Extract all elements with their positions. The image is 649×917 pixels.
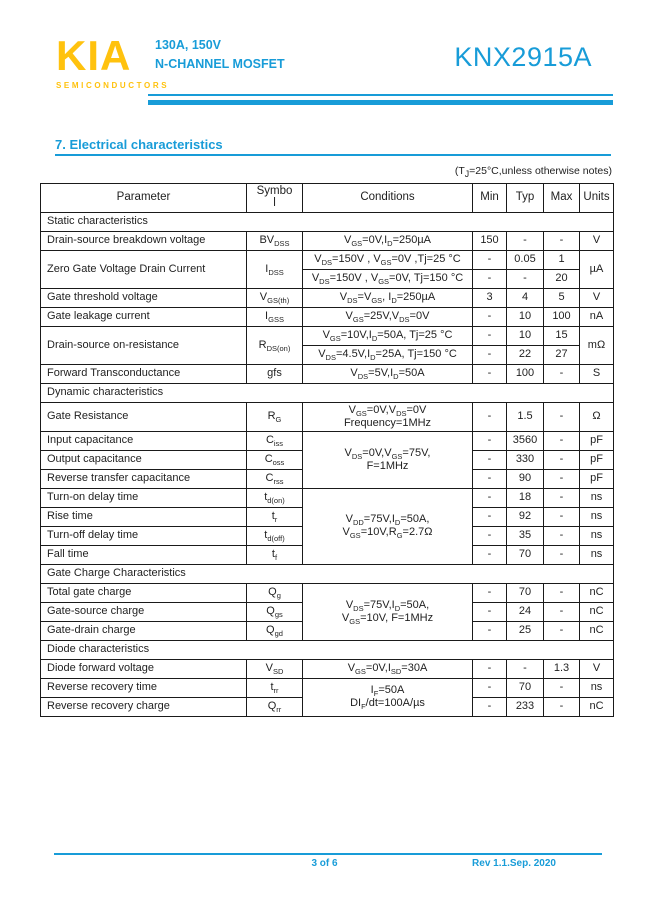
- value-cell: -: [544, 545, 580, 564]
- value-cell: $t_{d(on)}$: [247, 488, 303, 507]
- value-cell: 100: [507, 364, 544, 383]
- value-cell: -: [473, 583, 507, 602]
- value-cell: nA: [580, 307, 614, 326]
- value-cell: $V_{GS(th)}$: [247, 288, 303, 307]
- parameter-cell: Diode forward voltage: [41, 659, 247, 678]
- parameter-cell: Turn-on delay time: [41, 488, 247, 507]
- parameter-cell: Drain-source breakdown voltage: [41, 231, 247, 250]
- parameter-cell: Input capacitance: [41, 431, 247, 450]
- rating-device-type: N-CHANNEL MOSFET: [155, 56, 285, 71]
- spec-row: [41, 431, 614, 450]
- value-cell: V: [580, 231, 614, 250]
- column-header-min: Min: [473, 184, 507, 213]
- column-header-symbol: [247, 184, 303, 213]
- value-cell: 70: [507, 678, 544, 697]
- brand-logo-subtext: SEMICONDUCTORS: [56, 81, 170, 91]
- spec-row: [41, 402, 614, 431]
- value-cell: -: [544, 602, 580, 621]
- rating-current-voltage: 130A, 150V: [155, 38, 222, 52]
- value-cell: -: [473, 488, 507, 507]
- column-header-symbol-label: Symbol: [256, 185, 293, 210]
- value-cell: -: [473, 250, 507, 269]
- value-cell: $V_{GS}=10V,I_D=50A$, Tj=25 °C: [303, 326, 473, 345]
- value-cell: $V_{GS}=0V,I_D=250\mu A$: [303, 231, 473, 250]
- value-cell: nC: [580, 583, 614, 602]
- value-cell: gfs: [247, 364, 303, 383]
- value-cell: 150: [473, 231, 507, 250]
- value-cell: $V_{DS}=0V,V_{GS}=75V$, F=1MHz: [303, 431, 473, 488]
- value-cell: ns: [580, 545, 614, 564]
- value-cell: 24: [507, 602, 544, 621]
- value-cell: 20: [544, 269, 580, 288]
- value-cell: $Q_{rr}$: [247, 697, 303, 716]
- value-cell: -: [473, 269, 507, 288]
- parameter-cell: Reverse recovery charge: [41, 697, 247, 716]
- value-cell: $t_{d(off)}$: [247, 526, 303, 545]
- value-cell: 92: [507, 507, 544, 526]
- value-cell: 100: [544, 307, 580, 326]
- value-cell: -: [473, 450, 507, 469]
- value-cell: $V_{DS}=4.5V,I_D=25A$, Tj=150 °C: [303, 345, 473, 364]
- value-cell: S: [580, 364, 614, 383]
- revision-label: Rev 1.1.Sep. 2020: [472, 858, 556, 869]
- spec-row: [41, 488, 614, 507]
- parameter-cell: Reverse recovery time: [41, 678, 247, 697]
- value-cell: $R_G$: [247, 402, 303, 431]
- parameter-cell: Output capacitance: [41, 450, 247, 469]
- value-cell: 27: [544, 345, 580, 364]
- value-cell: ns: [580, 488, 614, 507]
- value-cell: -: [544, 678, 580, 697]
- value-cell: nC: [580, 602, 614, 621]
- value-cell: -: [473, 602, 507, 621]
- value-cell: $R_{DS(on)}$: [247, 326, 303, 364]
- column-header-parameter: Parameter: [41, 184, 247, 213]
- value-cell: $I_F=50A$ $DI_F/dt=100A/\mu s$: [303, 678, 473, 716]
- value-cell: -: [473, 507, 507, 526]
- section-row: [41, 212, 614, 231]
- value-cell: -: [544, 507, 580, 526]
- value-cell: V: [580, 659, 614, 678]
- value-cell: -: [473, 545, 507, 564]
- parameter-cell: Gate-drain charge: [41, 621, 247, 640]
- electrical-characteristics-table: [40, 183, 614, 717]
- value-cell: -: [473, 469, 507, 488]
- value-cell: 90: [507, 469, 544, 488]
- spec-row: [41, 250, 614, 269]
- value-cell: $V_{DD}=75V,I_D=50A$, $V_{GS}=10V,R_G=2.7\Omega$: [303, 488, 473, 564]
- spec-row: [41, 364, 614, 383]
- value-cell: 70: [507, 583, 544, 602]
- spec-row: [41, 583, 614, 602]
- value-cell: ns: [580, 678, 614, 697]
- value-cell: nC: [580, 697, 614, 716]
- spec-table-body: [41, 212, 614, 716]
- value-cell: $C_{oss}$: [247, 450, 303, 469]
- section-row: [41, 564, 614, 583]
- value-cell: -: [544, 583, 580, 602]
- value-cell: mΩ: [580, 326, 614, 364]
- parameter-cell: Gate Resistance: [41, 402, 247, 431]
- value-cell: 4: [507, 288, 544, 307]
- value-cell: $t_f$: [247, 545, 303, 564]
- value-cell: $I_{DSS}$: [247, 250, 303, 288]
- column-header-max: Max: [544, 184, 580, 213]
- value-cell: $V_{DS}=150V$ , $V_{GS}=0V$ ,Tj=25 °C: [303, 250, 473, 269]
- value-cell: 5: [544, 288, 580, 307]
- value-cell: -: [473, 364, 507, 383]
- device-rating: [155, 36, 285, 74]
- parameter-cell: Gate threshold voltage: [41, 288, 247, 307]
- value-cell: -: [473, 431, 507, 450]
- section-title: 7. Electrical characteristics: [55, 137, 611, 156]
- spec-row: [41, 659, 614, 678]
- brand-logo: [56, 34, 169, 90]
- spec-row: [41, 678, 614, 697]
- section-label: Gate Charge Characteristics: [41, 564, 614, 583]
- spec-row: [41, 231, 614, 250]
- value-cell: $V_{SD}$: [247, 659, 303, 678]
- section-row: [41, 640, 614, 659]
- value-cell: 233: [507, 697, 544, 716]
- value-cell: -: [544, 621, 580, 640]
- value-cell: $t_{rr}$: [247, 678, 303, 697]
- value-cell: 22: [507, 345, 544, 364]
- value-cell: 10: [507, 307, 544, 326]
- parameter-cell: Turn-off delay time: [41, 526, 247, 545]
- value-cell: -: [473, 621, 507, 640]
- value-cell: -: [473, 307, 507, 326]
- table-condition-note: ($T_J=25^\circ C,unless$ otherwise notes): [454, 165, 612, 180]
- value-cell: 3: [473, 288, 507, 307]
- column-header-conditions: Conditions: [303, 184, 473, 213]
- value-cell: V: [580, 288, 614, 307]
- value-cell: -: [473, 326, 507, 345]
- value-cell: -: [473, 402, 507, 431]
- parameter-cell: Reverse transfer capacitance: [41, 469, 247, 488]
- parameter-cell: Zero Gate Voltage Drain Current: [41, 250, 247, 288]
- value-cell: -: [473, 526, 507, 545]
- footer-rule: [54, 853, 602, 855]
- column-header-typ: Typ: [507, 184, 544, 213]
- parameter-cell: Total gate charge: [41, 583, 247, 602]
- value-cell: $V_{DS}=V_{GS}$, $I_D=250\mu A$: [303, 288, 473, 307]
- value-cell: 25: [507, 621, 544, 640]
- value-cell: 0.05: [507, 250, 544, 269]
- value-cell: -: [544, 488, 580, 507]
- value-cell: -: [544, 697, 580, 716]
- table-header-row: [41, 184, 614, 213]
- value-cell: -: [544, 364, 580, 383]
- spec-row: [41, 307, 614, 326]
- section-label: Static characteristics: [41, 212, 614, 231]
- value-cell: 330: [507, 450, 544, 469]
- value-cell: ns: [580, 507, 614, 526]
- value-cell: -: [544, 526, 580, 545]
- value-cell: 35: [507, 526, 544, 545]
- header-rule-thin: [148, 94, 613, 96]
- value-cell: -: [507, 659, 544, 678]
- brand-logo-text: KIA: [56, 32, 132, 79]
- value-cell: -: [544, 402, 580, 431]
- value-cell: µA: [580, 250, 614, 288]
- parameter-cell: Drain-source on-resistance: [41, 326, 247, 364]
- spec-row: [41, 288, 614, 307]
- value-cell: $Q_{gs}$: [247, 602, 303, 621]
- value-cell: pF: [580, 431, 614, 450]
- value-cell: -: [544, 450, 580, 469]
- spec-row: [41, 326, 614, 345]
- column-header-units: Units: [580, 184, 614, 213]
- parameter-cell: Rise time: [41, 507, 247, 526]
- value-cell: -: [544, 469, 580, 488]
- value-cell: -: [544, 431, 580, 450]
- value-cell: $V_{GS}=0V,V_{DS}=0V$ Frequency=1MHz: [303, 402, 473, 431]
- value-cell: $I_{GSS}$: [247, 307, 303, 326]
- parameter-cell: Fall time: [41, 545, 247, 564]
- section-label: Diode characteristics: [41, 640, 614, 659]
- value-cell: Ω: [580, 402, 614, 431]
- value-cell: -: [507, 269, 544, 288]
- value-cell: -: [507, 231, 544, 250]
- value-cell: -: [473, 678, 507, 697]
- value-cell: 10: [507, 326, 544, 345]
- value-cell: -: [544, 231, 580, 250]
- value-cell: $V_{GS}=25V,V_{DS}=0V$: [303, 307, 473, 326]
- value-cell: 15: [544, 326, 580, 345]
- value-cell: 3560: [507, 431, 544, 450]
- value-cell: 1.3: [544, 659, 580, 678]
- value-cell: 70: [507, 545, 544, 564]
- header-rule-thick: [148, 100, 613, 105]
- value-cell: -: [473, 659, 507, 678]
- value-cell: -: [473, 697, 507, 716]
- value-cell: 1.5: [507, 402, 544, 431]
- value-cell: 1: [544, 250, 580, 269]
- section-label: Dynamic characteristics: [41, 383, 614, 402]
- value-cell: $Q_{gd}$: [247, 621, 303, 640]
- value-cell: $C_{iss}$: [247, 431, 303, 450]
- value-cell: ns: [580, 526, 614, 545]
- value-cell: $V_{DS}=75V,I_D=50A$, $V_{GS}=10V$, F=1MHz: [303, 583, 473, 640]
- value-cell: 18: [507, 488, 544, 507]
- value-cell: nC: [580, 621, 614, 640]
- section-row: [41, 383, 614, 402]
- value-cell: $t_r$: [247, 507, 303, 526]
- part-number: KNX2915A: [454, 42, 592, 72]
- value-cell: $V_{DS}=5V,I_D=50A$: [303, 364, 473, 383]
- value-cell: pF: [580, 450, 614, 469]
- value-cell: $V_{GS}=0V,I_{SD}=30A$: [303, 659, 473, 678]
- value-cell: pF: [580, 469, 614, 488]
- value-cell: -: [473, 345, 507, 364]
- value-cell: $Q_g$: [247, 583, 303, 602]
- value-cell: $C_{rss}$: [247, 469, 303, 488]
- page-indicator: 3 of 6: [311, 858, 338, 869]
- parameter-cell: Gate-source charge: [41, 602, 247, 621]
- value-cell: $V_{DS}=150V$ , $V_{GS}=0V$, Tj=150 °C: [303, 269, 473, 288]
- parameter-cell: Forward Transconductance: [41, 364, 247, 383]
- parameter-cell: Gate leakage current: [41, 307, 247, 326]
- value-cell: $BV_{DSS}$: [247, 231, 303, 250]
